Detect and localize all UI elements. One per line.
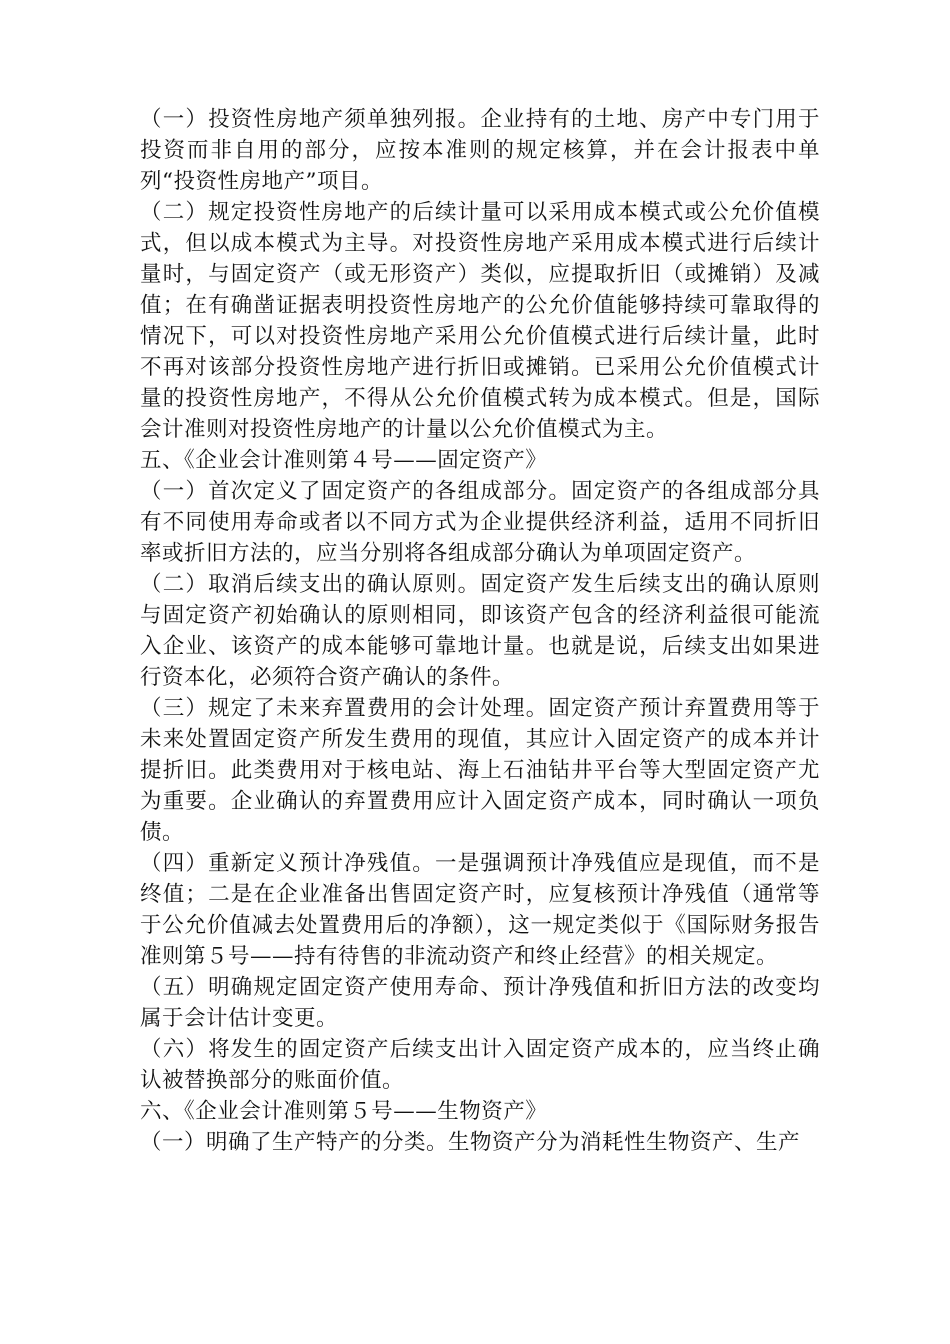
paragraph-biological-asset-classification: （一）明确了生产特产的分类。生物资产分为消耗性生物资产、生产: [140, 1130, 801, 1155]
paragraph-investment-property-separate-listing: （一）投资性房地产须单独列报。企业持有的土地、房产中专门用于投资而非自用的部分，应按本准则的规定核算，并在会计报表中单列“投资性房地产”项目。: [140, 107, 820, 194]
paragraph-residual-value: （四）重新定义预计净残值。一是强调预计净残值应是现值，而不是终值；二是在企业准备出售固定资产时，应复核预计净残值（通常等于公允价值减去处置费用后的净额），这一规定类似于《国际财务报告准则第５号——持有待售的非流动资产和终止经营》的相关规定。: [140, 851, 820, 969]
paragraph-derecognition-replaced-part: （六）将发生的固定资产后续支出计入固定资产成本的，应当终止确认被替换部分的账面价值。: [140, 1037, 820, 1093]
paragraph-subsequent-expenditure: （二）取消后续支出的确认原则。固定资产发生后续支出的确认原则与固定资产初始确认的原则相同，即该资产包含的经济利益很可能流入企业、该资产的成本能够可靠地计量。也就是说，后续支出如果进行资本化，必须符合资产确认的条件。: [140, 572, 820, 690]
paragraph-accounting-estimate-change: （五）明确规定固定资产使用寿命、预计净残值和折旧方法的改变均属于会计估计变更。: [140, 975, 820, 1031]
document-page: [140, 104, 820, 1158]
section-heading-fixed-assets: 五、《企业会计准则第４号——固定资产》: [140, 448, 548, 473]
paragraph-investment-property-subsequent-measurement: （二）规定投资性房地产的后续计量可以采用成本模式或公允价值模式，但以成本模式为主导。对投资性房地产采用成本模式进行后续计量时，与固定资产（或无形资产）类似，应提取折旧（或摊销）及减值；在有确凿证据表明投资性房地产的公允价值能够持续可靠取得的情况下，可以对投资性房地产采用公允价值模式进行后续计量，此时不再对该部分投资性房地产进行折旧或摊销。已采用公允价值模式计量的投资性房地产，不得从公允价值模式转为成本模式。但是，国际会计准则对投资性房地产的计量以公允价值模式为主。: [140, 200, 820, 442]
paragraph-fixed-asset-components: （一）首次定义了固定资产的各组成部分。固定资产的各组成部分具有不同使用寿命或者以不同方式为企业提供经济利益，适用不同折旧率或折旧方法的，应当分别将各组成部分确认为单项固定资产。: [140, 479, 820, 566]
paragraph-disposal-costs: （三）规定了未来弃置费用的会计处理。固定资产预计弃置费用等于未来处置固定资产所发生费用的现值，其应计入固定资产的成本并计提折旧。此类费用对于核电站、海上石油钻井平台等大型固定资产尤为重要。企业确认的弃置费用应计入固定资产成本，同时确认一项负债。: [140, 696, 820, 845]
section-heading-biological-assets: 六、《企业会计准则第５号——生物资产》: [140, 1099, 548, 1124]
